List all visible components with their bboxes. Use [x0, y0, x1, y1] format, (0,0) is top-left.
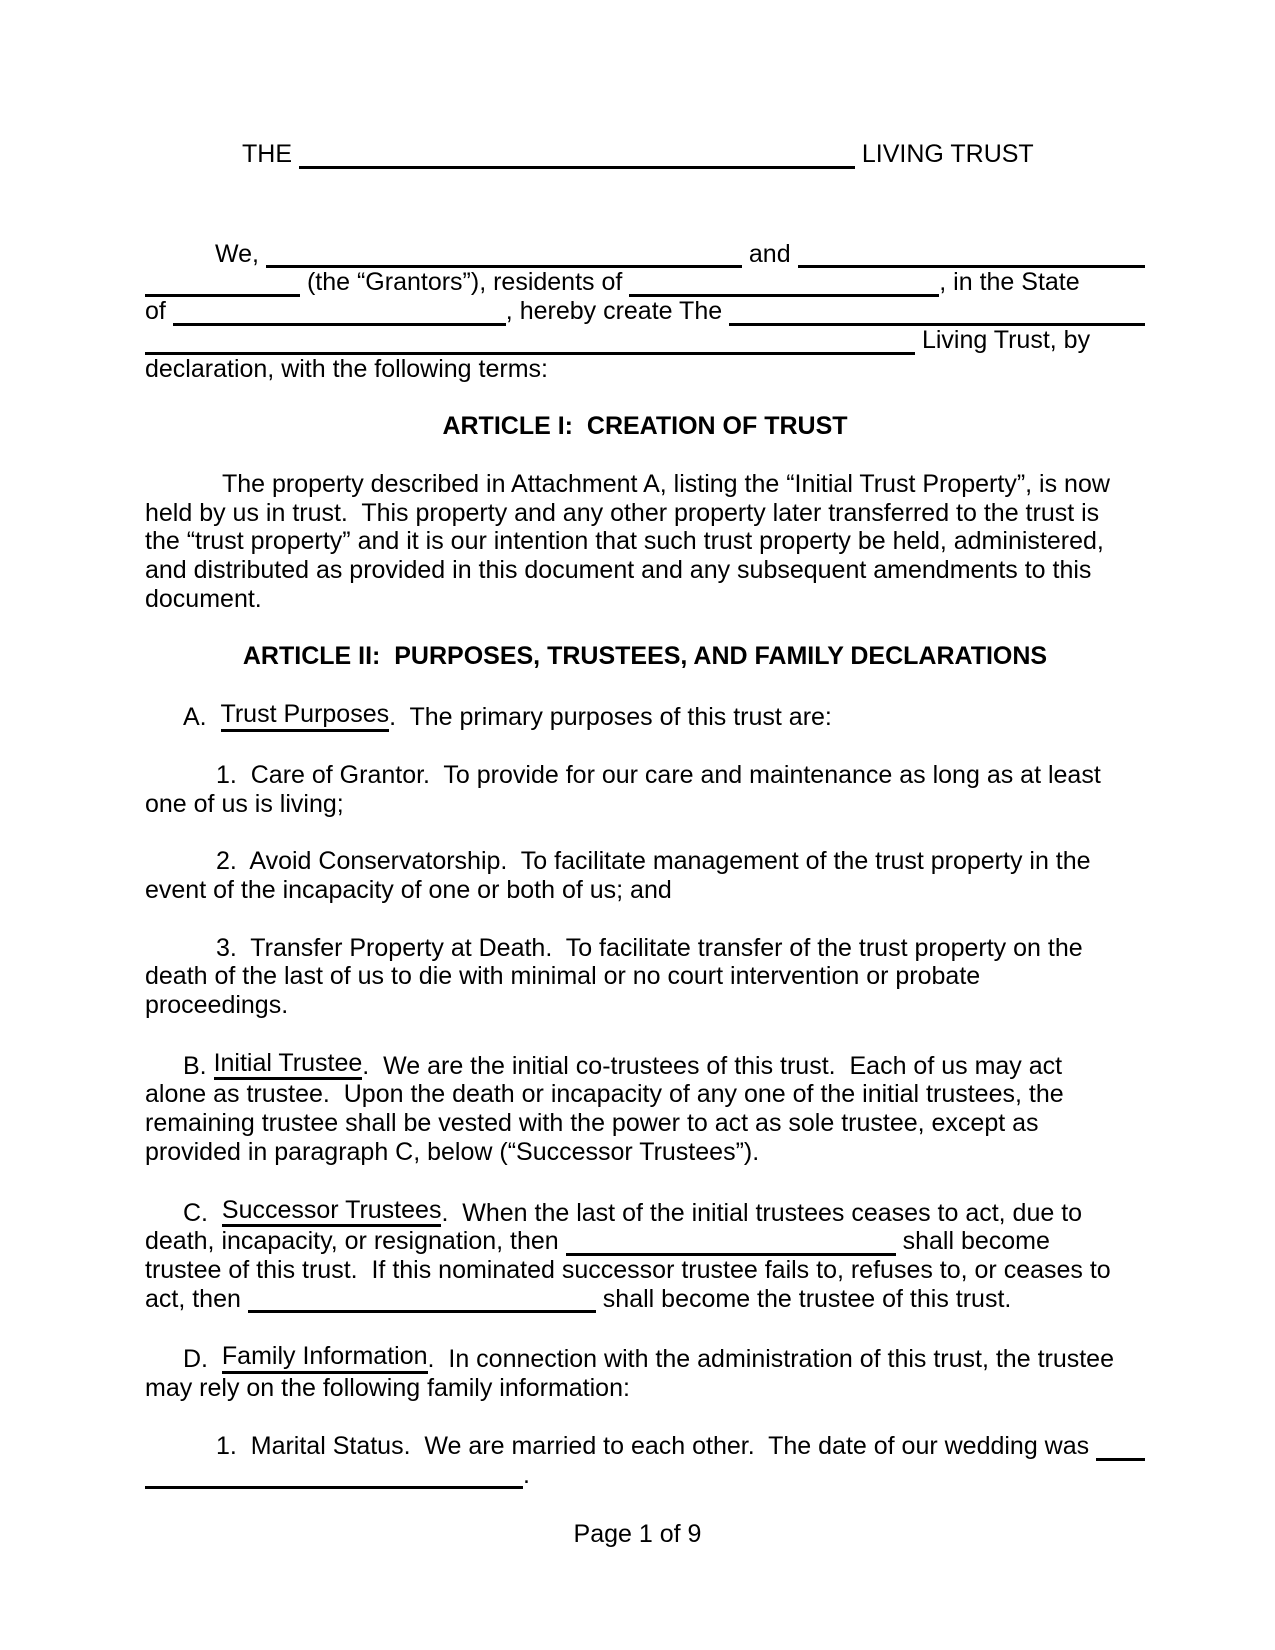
- section-b-text: alone as trustee. Upon the death or incapacity of any one of the initial trustees, the: [145, 1080, 1064, 1109]
- section-a-title: Trust Purposes: [221, 700, 390, 732]
- purpose-1-text: 1. Care of Grantor. To provide for our care and maintenance as long as at least: [216, 760, 1101, 789]
- purpose-3-text: death of the last of us to die with minimal or no court intervention or probate: [145, 962, 981, 991]
- article-1-line: [145, 556, 1145, 585]
- section-c-text: shall become the trustee of this trust.: [595, 1284, 1012, 1313]
- section-c-text: shall become: [895, 1227, 1050, 1256]
- section-b-line: [145, 1080, 1145, 1109]
- section-b-line: [145, 1138, 1145, 1167]
- wedding-date-blank-continued: [145, 1462, 523, 1489]
- purpose-3-text: 3. Transfer Property at Death. To facilitate transfer of the trust property on the: [216, 933, 1083, 962]
- article-1-line: [145, 585, 1145, 614]
- section-b-label: B.: [183, 1051, 214, 1080]
- article-1-text: and distributed as provided in this document and any subsequent amendments to this: [145, 556, 1092, 585]
- section-a-line: [145, 700, 1145, 732]
- section-c-title: Successor Trustees: [222, 1196, 442, 1228]
- intro-grantors-text: (the “Grantors”), residents of: [300, 268, 630, 297]
- intro-we-label: We,: [215, 239, 266, 268]
- section-c-line: [145, 1285, 1145, 1314]
- intro-line-3: [145, 297, 1145, 326]
- section-a-text: . The primary purposes of this trust are:: [389, 703, 832, 732]
- marital-status-text: 1. Marital Status. We are married to each other. The date of our wedding was: [216, 1431, 1097, 1460]
- purpose-1-line: [145, 761, 1145, 790]
- section-b-line: [145, 1049, 1145, 1081]
- intro-line-1: [145, 240, 1145, 269]
- article-1-line: [145, 499, 1145, 528]
- marital-status-text: .: [523, 1460, 530, 1489]
- successor-trustee-1-blank: [566, 1229, 896, 1256]
- purpose-3-line: [145, 934, 1145, 963]
- state-name-blank: [173, 299, 506, 326]
- article-1-text: held by us in trust. This property and any other property later transferred to the trust is: [145, 498, 1100, 527]
- section-c-line: [145, 1256, 1145, 1285]
- purpose-3-line: [145, 962, 1145, 991]
- trust-name-blank: [299, 142, 855, 169]
- wedding-date-blank: [1096, 1434, 1145, 1461]
- section-b-title: Initial Trustee: [214, 1049, 363, 1081]
- section-c-label: C.: [183, 1198, 222, 1227]
- section-b-line: [145, 1109, 1145, 1138]
- section-b-text: remaining trustee shall be vested with the power to act as sole trustee, except as: [145, 1109, 1039, 1138]
- page-number: Page 1 of 9: [573, 1520, 702, 1548]
- section-c-line: [145, 1227, 1145, 1256]
- section-c-text: death, incapacity, or resignation, then: [145, 1227, 566, 1256]
- purpose-3-text: proceedings.: [145, 991, 289, 1020]
- section-b-text: . We are the initial co-trustees of this trust. Each of us may act: [362, 1051, 1063, 1080]
- article-2-heading: ARTICLE II: PURPOSES, TRUSTEES, AND FAMILY DECLARATIONS: [242, 642, 1048, 671]
- intro-create-text: , hereby create The: [505, 297, 730, 326]
- section-d-line: [145, 1342, 1145, 1374]
- title-text-post: LIVING TRUST: [854, 140, 1034, 168]
- intro-living-trust-text: Living Trust, by: [915, 325, 1091, 354]
- purpose-3-line: [145, 991, 1145, 1020]
- marital-status-line: [145, 1461, 1145, 1490]
- intro-declaration-text: declaration, with the following terms:: [145, 354, 548, 383]
- section-d-line: [145, 1374, 1145, 1403]
- grantor-2-name-blank-continued: [145, 270, 300, 297]
- intro-state-text: , in the State: [939, 268, 1080, 297]
- purpose-2-line: [145, 847, 1145, 876]
- residence-blank: [629, 270, 939, 297]
- section-d-label: D.: [183, 1345, 222, 1374]
- marital-status-line: [145, 1432, 1145, 1461]
- intro-of-text: of: [145, 297, 173, 326]
- purpose-1-line: [145, 790, 1145, 819]
- purpose-1-text: one of us is living;: [145, 789, 344, 818]
- section-b-text: provided in paragraph C, below (“Successor Trustees”).: [145, 1137, 760, 1166]
- article-1-line: [145, 470, 1145, 499]
- title-text-pre: THE: [242, 140, 299, 168]
- intro-line-5: [145, 355, 1145, 384]
- grantor-2-name-blank: [798, 241, 1145, 268]
- purpose-2-text: event of the incapacity of one or both of us; and: [145, 875, 672, 904]
- section-c-text: . When the last of the initial trustees ceases to act, due to: [441, 1198, 1083, 1227]
- article-1-line: [145, 527, 1145, 556]
- trust-title-blank-continued: [145, 328, 915, 355]
- purpose-2-text: 2. Avoid Conservatorship. To facilitate management of the trust property in the: [216, 847, 1091, 876]
- successor-trustee-2-blank: [248, 1286, 596, 1313]
- section-d-text: may rely on the following family information:: [145, 1374, 630, 1403]
- grantor-1-name-blank: [266, 241, 742, 268]
- trust-title-blank: [729, 299, 1145, 326]
- article-1-text: The property described in Attachment A, listing the “Initial Trust Property”, is now: [222, 469, 1110, 498]
- article-1-text: document.: [145, 584, 262, 613]
- section-d-title: Family Information: [222, 1342, 428, 1374]
- article-1-text: the “trust property” and it is our intention that such trust property be held, administered,: [145, 527, 1104, 556]
- purpose-2-line: [145, 876, 1145, 905]
- document-title: [145, 140, 1145, 169]
- intro-and-label: and: [741, 239, 798, 268]
- section-a-label: A.: [183, 703, 221, 732]
- article-1-heading: ARTICLE I: CREATION OF TRUST: [442, 412, 848, 441]
- intro-line-4: [145, 326, 1145, 355]
- section-c-line: [145, 1196, 1145, 1228]
- section-c-text: trustee of this trust. If this nominated successor trustee fails to, refuses to, or ceases to: [145, 1255, 1111, 1284]
- section-d-text: . In connection with the administration of this trust, the trustee: [427, 1345, 1114, 1374]
- section-c-text: act, then: [145, 1284, 248, 1313]
- intro-line-2: [145, 268, 1145, 297]
